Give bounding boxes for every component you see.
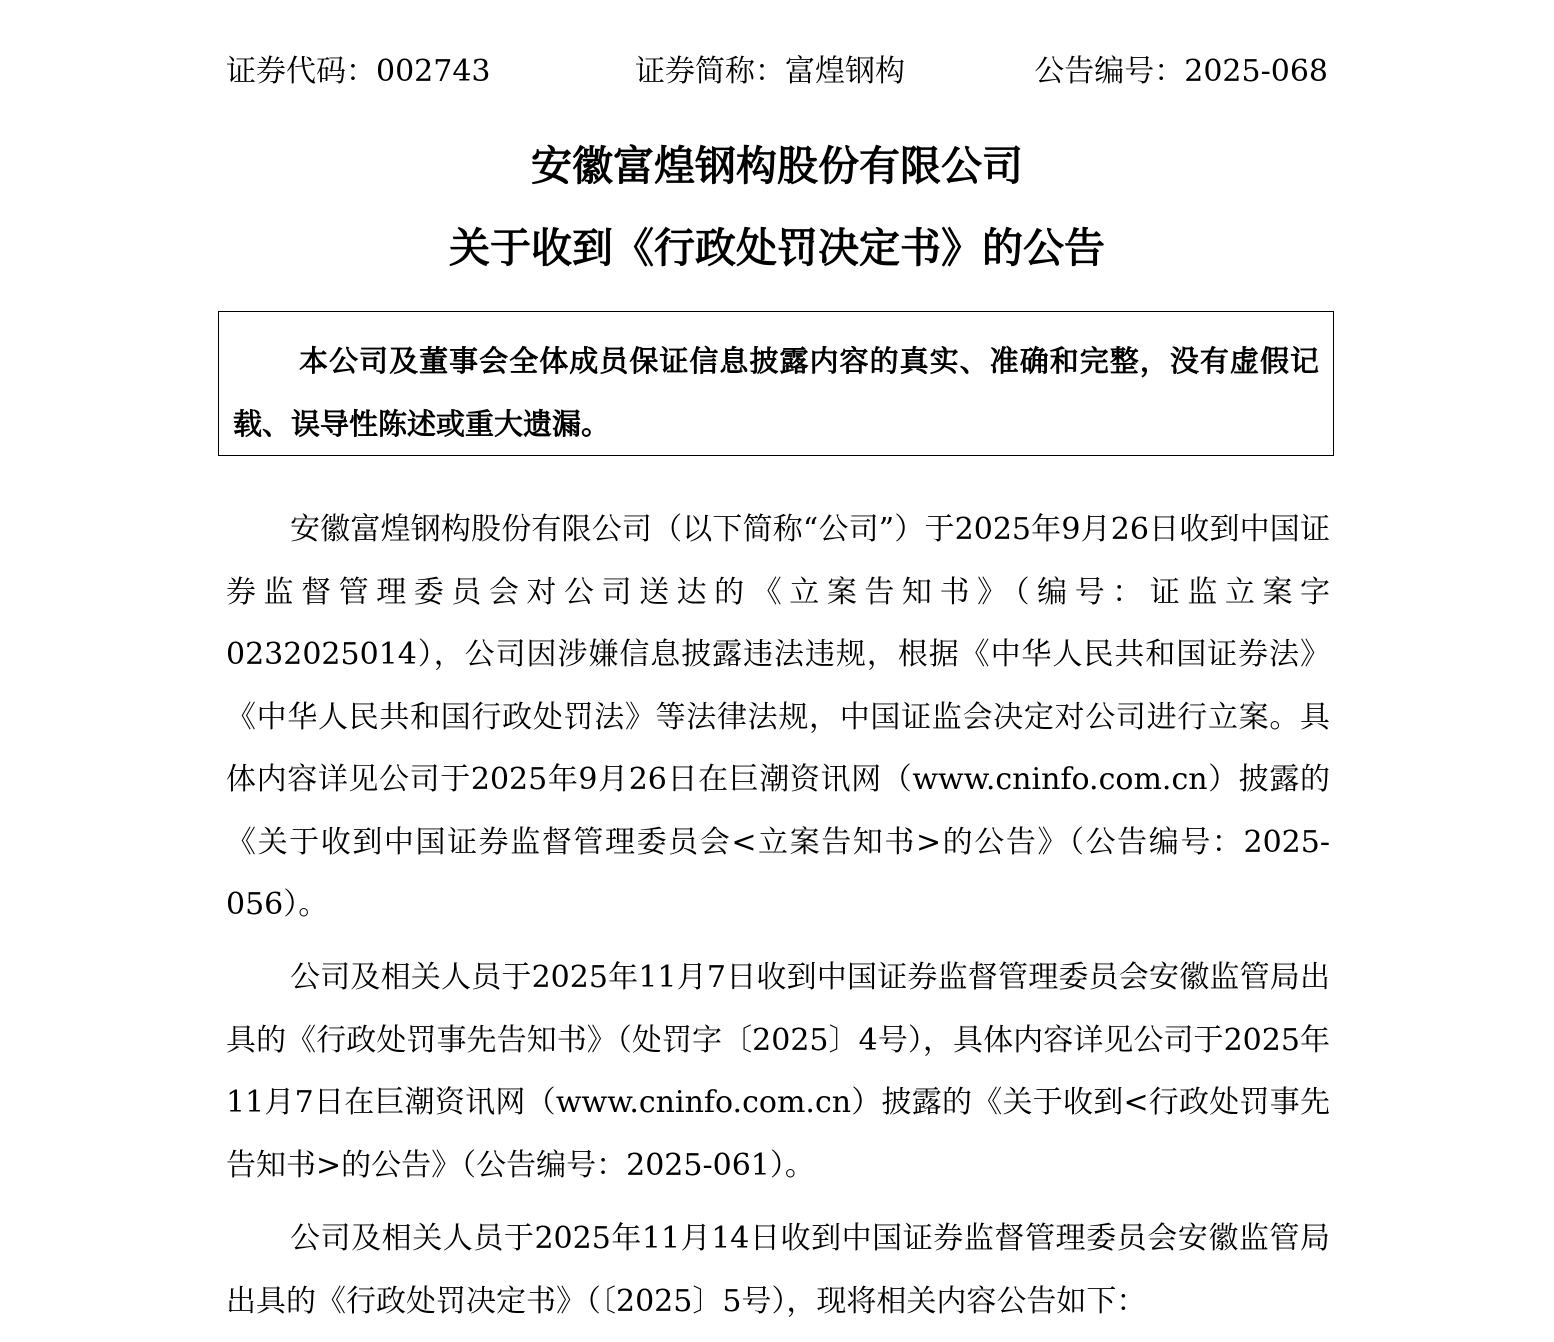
announcement-number: 公告编号：2025-068 — [1034, 54, 1328, 89]
announcement-title: 关于收到《行政处罚决定书》的公告 — [449, 224, 1105, 272]
company-title: 安徽富煌钢构股份有限公司 — [531, 142, 1023, 190]
disclosure-notice-text: 本公司及董事会全体成员保证信息披露内容的真实、准确和完整，没有虚假记载、误导性陈述或重大遗漏。 — [233, 344, 1319, 441]
security-code: 证券代码：002743 — [226, 54, 491, 89]
body-paragraph-1: 安徽富煌钢构股份有限公司（以下简称“公司”）于2025年9月26日收到中国证券监督管理委员会对公司送达的《立案告知书》（编号：证监立案字0232025014），公司因涉嫌信息披露违法违规，根据《中华人民共和国证券法》《中华人民共和国行政处罚法》等法律法规，中国证监会决定对公司进行立案。具体内容详见公司于2025年9月26日在巨潮资讯网（www.cninfo.com.cn）披露的《关于收到中国证券监督管理委员会<立案告知书>的公告》（公告编号：2025-056）。 — [226, 512, 1330, 922]
security-abbreviation: 证券简称：富煌钢构 — [635, 54, 905, 89]
disclosure-notice-box — [218, 311, 1334, 456]
body-paragraph-2: 公司及相关人员于2025年11月7日收到中国证券监督管理委员会安徽监管局出具的《行政处罚事先告知书》（处罚字〔2025〕4号），具体内容详见公司于2025年11月7日在巨潮资讯网（www.cninfo.com.cn）披露的《关于收到<行政处罚事先告知书>的公告》（公告编号：2025-061）。 — [226, 960, 1330, 1183]
body-paragraph-3: 公司及相关人员于2025年11月14日收到中国证券监督管理委员会安徽监管局出具的《行政处罚决定书》（〔2025〕5号），现将相关内容公告如下： — [226, 1221, 1330, 1319]
